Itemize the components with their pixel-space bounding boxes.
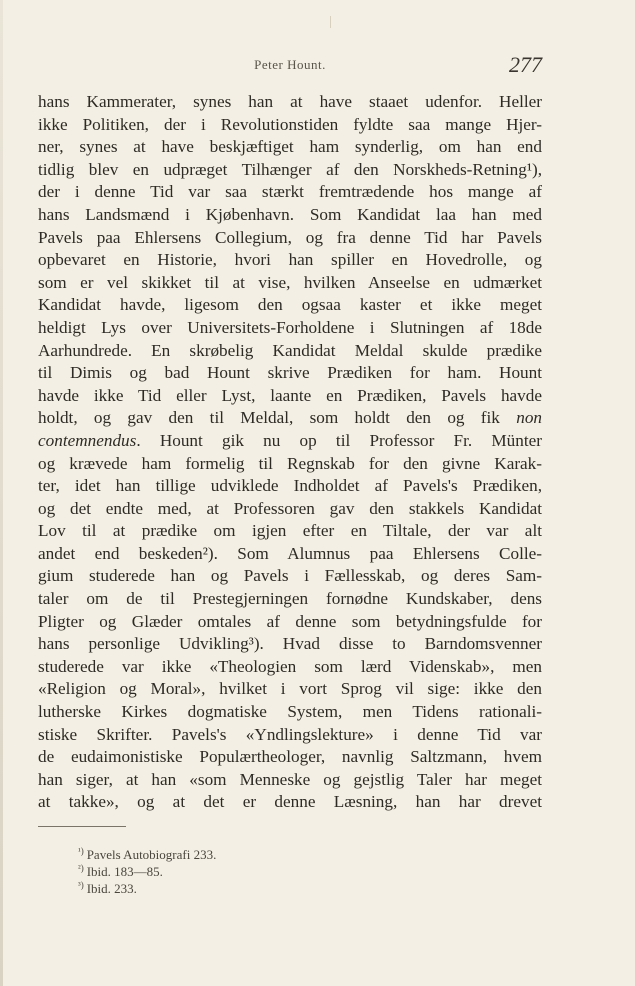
page-number: 277 xyxy=(509,52,542,77)
page-edge-shadow xyxy=(0,0,3,986)
text-line: havde ikke Tid eller Lyst, laante en Prædiken, Pavels havde xyxy=(38,385,542,405)
text-line: der i denne Tid var saa stærkt fremtrædende hos mange af xyxy=(38,182,542,202)
text-line: som er vel skikket til at vise, hvilken Anseelse en udmærket xyxy=(38,272,542,292)
running-title: Peter Hount. xyxy=(254,57,326,72)
text-line: contemnendus. Hount gik nu op til Professor Fr. Münter xyxy=(38,430,542,450)
footnote-separator-rule xyxy=(38,826,126,827)
text-line: Pligter og Glæder omtales af denne som betydningsfulde for xyxy=(38,611,542,631)
text-line: at takke», og at det er denne Læsning, han har drevet xyxy=(38,792,542,812)
latin-phrase: contemnendus xyxy=(38,430,137,450)
text-line: stiske Skrifter. Pavels's «Yndlingslekture» i denne Tid var xyxy=(38,724,542,744)
text-line: andet end beskeden²). Som Alumnus paa Ehlersens Colle- xyxy=(38,543,542,563)
text-line: og krævede ham formelig til Regnskab for den givne Karak- xyxy=(38,453,542,473)
text-line: og det endte med, at Professoren gav den stakkels Kandidat xyxy=(38,498,542,518)
footnote-mark: ²) xyxy=(78,863,84,873)
text-line: ner, synes at have beskjæftiget ham synderlig, om han end xyxy=(38,137,542,157)
text-line: lutherske Kirkes dogmatiske System, men Tidens rationali- xyxy=(38,702,542,722)
running-header xyxy=(38,52,542,82)
text-line: tidlig blev en udpræget Tilhænger af den Norskheds-Retning¹), xyxy=(38,159,542,179)
text-line: de eudaimonistiske Populærtheologer, navnlig Saltzmann, hvem xyxy=(38,747,542,767)
footnote xyxy=(78,860,478,877)
main-text-block xyxy=(38,91,542,814)
text-line: Pavels paa Ehlersens Collegium, og fra denne Tid har Pavels xyxy=(38,227,542,247)
text-line: hans personlige Udvikling³). Hvad disse to Barndomsvenner xyxy=(38,634,542,654)
text-line: Kandidat havde, ligesom den ogsaa kaster et ikke meget xyxy=(38,295,542,315)
footnote-mark: ³) xyxy=(78,880,84,890)
text-line: ikke Politiken, der i Revolutionstiden fyldte saa mange Hjer- xyxy=(38,114,542,134)
text-line: til Dimis og bad Hount skrive Prædiken for ham. Hount xyxy=(38,363,542,383)
text-line: ter, idet han tillige udviklede Indholdet af Pavels's Prædiken, xyxy=(38,476,542,496)
footnote xyxy=(78,843,478,860)
text-line: studerede var ikke «Theologien som lærd Videnskab», men xyxy=(38,656,542,676)
footnote-text: Pavels Autobiografi 233. xyxy=(86,847,217,862)
text-line: Lov til at prædike om igjen efter en Tiltale, der var alt xyxy=(38,521,542,541)
text-line: taler om de til Prestegjerningen fornødne Kundskaber, dens xyxy=(38,589,542,609)
text-line: opbevaret en Historie, hvori han spiller en Hovedrolle, og xyxy=(38,250,542,270)
text-line: hans Kammerater, synes han at have staaet udenfor. Heller xyxy=(38,92,542,111)
footnotes xyxy=(78,843,478,894)
footnote-text: Ibid. 183—85. xyxy=(86,864,163,879)
text-line: Aarhundrede. En skrøbelig Kandidat Meldal skulde prædike xyxy=(38,340,542,360)
footnote-text: Ibid. 233. xyxy=(86,881,137,896)
text-line: han siger, at han «som Menneske og gejstlig Taler har meget xyxy=(38,769,542,789)
footnote xyxy=(78,877,478,894)
footnote-mark: ¹) xyxy=(78,846,84,856)
text-line: gium studerede han og Pavels i Fællesskab, og deres Sam- xyxy=(38,566,542,586)
text-line: hans Landsmænd i Kjøbenhavn. Som Kandidat laa han med xyxy=(38,204,542,224)
scan-speck xyxy=(330,16,331,28)
text-line: holdt, og gav den til Meldal, som holdt den og fik non xyxy=(38,408,542,428)
text-line: «Religion og Moral», hvilket i vort Sprog vil sige: ikke den xyxy=(38,679,542,699)
latin-phrase: non xyxy=(516,408,542,428)
text-line: heldigt Lys over Universitets-Forholdene i Slutningen af 18de xyxy=(38,317,542,337)
